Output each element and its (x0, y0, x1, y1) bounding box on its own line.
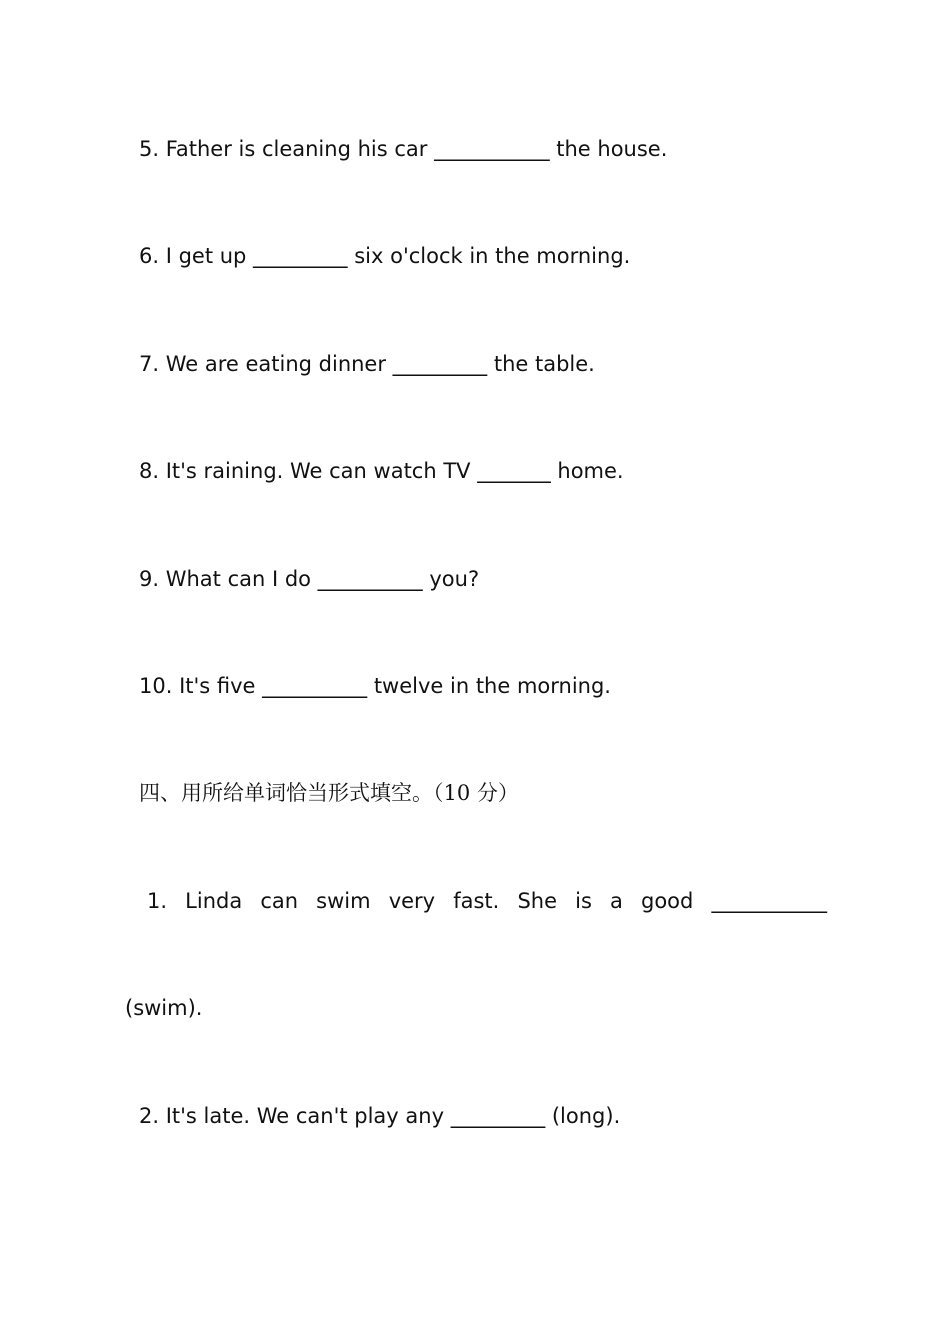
q1-word: 1. (147, 889, 168, 913)
question-10: 10. It's five __________ twelve in the morning. (139, 674, 611, 698)
section-4-question-1 (147, 886, 827, 916)
q1-word: can (260, 889, 299, 913)
section-4-question-2: 2. It's late. We can't play any _________ (long). (139, 1104, 621, 1128)
question-8: 8. It's raining. We can watch TV _______ home. (139, 459, 624, 483)
q1-word: good (641, 889, 694, 913)
q1-word: swim (316, 889, 371, 913)
question-7: 7. We are eating dinner _________ the table. (139, 352, 595, 376)
section-4-question-1-continuation: (swim). (125, 996, 203, 1020)
question-6: 6. I get up _________ six o'clock in the morning. (139, 244, 631, 268)
q1-word: very (388, 889, 436, 913)
q1-word: She (517, 889, 558, 913)
q1-word: fast. (453, 889, 500, 913)
q1-word: is (575, 889, 592, 913)
question-5: 5. Father is cleaning his car ___________ the house. (139, 137, 668, 161)
section-4-heading: 四、用所给单词恰当形式填空。（10 分） (139, 781, 519, 805)
q1-word: a (610, 889, 623, 913)
q1-word: Linda (185, 889, 243, 913)
question-9: 9. What can I do __________ you? (139, 567, 480, 591)
q1-blank: ___________ (711, 889, 827, 913)
